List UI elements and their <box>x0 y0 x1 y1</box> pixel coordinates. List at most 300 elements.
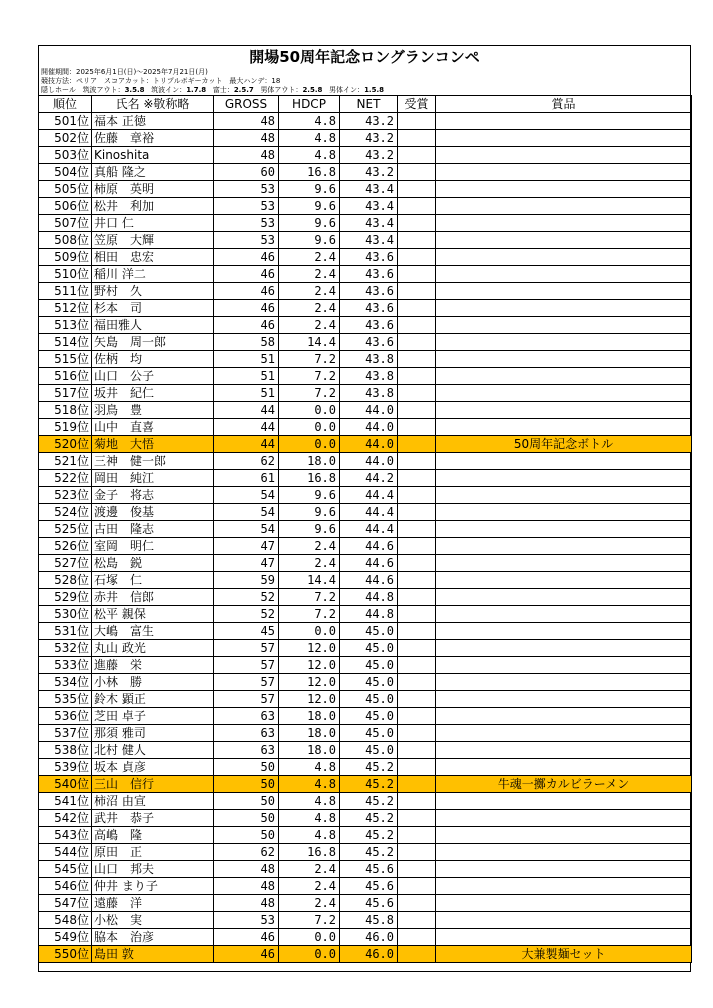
row-hdcp: 4.8 <box>279 759 340 776</box>
hidden-hole-course-value: 3.5.8 <box>124 86 145 94</box>
row-award <box>398 300 436 317</box>
row-name: 坂本 貞彦 <box>92 759 214 776</box>
row-award <box>398 759 436 776</box>
row-net: 43.6 <box>340 249 398 266</box>
row-award <box>398 946 436 963</box>
hidden-hole-course-value: 1.5.8 <box>364 86 384 94</box>
row-hdcp: 4.8 <box>279 113 340 130</box>
table-row <box>39 589 692 606</box>
row-award <box>398 419 436 436</box>
row-gross: 48 <box>214 878 279 895</box>
row-award <box>398 368 436 385</box>
table-row <box>39 317 692 334</box>
row-gross: 53 <box>214 232 279 249</box>
row-name: 井口 仁 <box>92 215 214 232</box>
row-hdcp: 18.0 <box>279 708 340 725</box>
row-net: 43.4 <box>340 232 398 249</box>
row-hdcp: 12.0 <box>279 657 340 674</box>
row-award <box>398 606 436 623</box>
row-hdcp: 9.6 <box>279 504 340 521</box>
row-net: 43.6 <box>340 334 398 351</box>
row-net: 45.0 <box>340 742 398 759</box>
row-net: 45.2 <box>340 844 398 861</box>
row-prize <box>436 300 692 317</box>
row-net: 45.6 <box>340 878 398 895</box>
row-rank: 521位 <box>39 453 92 470</box>
row-gross: 48 <box>214 147 279 164</box>
row-prize <box>436 402 692 419</box>
row-name: 真船 隆之 <box>92 164 214 181</box>
row-prize <box>436 164 692 181</box>
table-row <box>39 912 692 929</box>
table-row <box>39 708 692 725</box>
row-name: 小林 勝 <box>92 674 214 691</box>
row-gross: 53 <box>214 198 279 215</box>
row-rank: 545位 <box>39 861 92 878</box>
hidden-hole-course-value: 1.7.8 <box>186 86 207 94</box>
row-prize <box>436 419 692 436</box>
row-prize <box>436 521 692 538</box>
row-hdcp: 9.6 <box>279 215 340 232</box>
row-rank: 549位 <box>39 929 92 946</box>
row-rank: 547位 <box>39 895 92 912</box>
row-rank: 530位 <box>39 606 92 623</box>
row-prize <box>436 283 692 300</box>
row-hdcp: 0.0 <box>279 623 340 640</box>
row-rank: 511位 <box>39 283 92 300</box>
row-gross: 52 <box>214 589 279 606</box>
row-gross: 54 <box>214 487 279 504</box>
results-table <box>38 95 692 963</box>
row-gross: 44 <box>214 402 279 419</box>
row-prize <box>436 232 692 249</box>
row-name: 北村 健人 <box>92 742 214 759</box>
row-rank: 548位 <box>39 912 92 929</box>
row-rank: 540位 <box>39 776 92 793</box>
row-net: 45.2 <box>340 776 398 793</box>
row-name: Kinoshita <box>92 147 214 164</box>
table-row <box>39 130 692 147</box>
row-award <box>398 793 436 810</box>
row-rank: 532位 <box>39 640 92 657</box>
row-name: 山口 邦夫 <box>92 861 214 878</box>
row-gross: 46 <box>214 283 279 300</box>
row-net: 43.8 <box>340 351 398 368</box>
table-row <box>39 555 692 572</box>
row-net: 44.0 <box>340 453 398 470</box>
row-gross: 59 <box>214 572 279 589</box>
table-row <box>39 232 692 249</box>
row-name: 稲川 洋二 <box>92 266 214 283</box>
row-name: 羽鳥 豊 <box>92 402 214 419</box>
table-row <box>39 487 692 504</box>
row-rank: 504位 <box>39 164 92 181</box>
table-row <box>39 385 692 402</box>
row-hdcp: 0.0 <box>279 946 340 963</box>
row-award <box>398 453 436 470</box>
row-net: 43.2 <box>340 164 398 181</box>
row-prize <box>436 606 692 623</box>
row-net: 44.0 <box>340 402 398 419</box>
row-prize <box>436 453 692 470</box>
competition-rules: 競技方法：ペリア スコアカット：トリプルボギーカット 最大ハンデ：18 <box>41 77 281 85</box>
row-hdcp: 7.2 <box>279 351 340 368</box>
row-prize <box>436 691 692 708</box>
row-gross: 50 <box>214 810 279 827</box>
row-prize <box>436 640 692 657</box>
row-gross: 63 <box>214 708 279 725</box>
table-row <box>39 334 692 351</box>
table-row <box>39 640 692 657</box>
row-net: 44.8 <box>340 589 398 606</box>
table-row <box>39 164 692 181</box>
row-gross: 46 <box>214 249 279 266</box>
row-hdcp: 2.4 <box>279 878 340 895</box>
row-net: 44.6 <box>340 538 398 555</box>
row-prize <box>436 674 692 691</box>
row-net: 45.2 <box>340 810 398 827</box>
row-prize <box>436 912 692 929</box>
row-prize <box>436 725 692 742</box>
row-net: 44.0 <box>340 436 398 453</box>
row-rank: 526位 <box>39 538 92 555</box>
row-name: 相田 忠宏 <box>92 249 214 266</box>
row-award <box>398 283 436 300</box>
row-award <box>398 912 436 929</box>
row-hdcp: 16.8 <box>279 164 340 181</box>
row-name: 丸山 政光 <box>92 640 214 657</box>
row-net: 45.0 <box>340 725 398 742</box>
table-row <box>39 368 692 385</box>
row-name: 鈴木 顕正 <box>92 691 214 708</box>
row-net: 45.2 <box>340 793 398 810</box>
hidden-hole-course-label: 筑波イン： <box>151 86 187 94</box>
row-prize: 牛魂一擲カルビラーメン <box>436 776 692 793</box>
row-rank: 519位 <box>39 419 92 436</box>
row-net: 45.6 <box>340 861 398 878</box>
row-net: 43.6 <box>340 300 398 317</box>
row-net: 45.2 <box>340 827 398 844</box>
hidden-hole-course-value: 2.5.8 <box>302 86 323 94</box>
row-name: 松島 鋭 <box>92 555 214 572</box>
row-rank: 515位 <box>39 351 92 368</box>
row-rank: 527位 <box>39 555 92 572</box>
row-prize <box>436 810 692 827</box>
row-rank: 528位 <box>39 572 92 589</box>
row-hdcp: 2.4 <box>279 317 340 334</box>
row-award <box>398 861 436 878</box>
row-award <box>398 555 436 572</box>
row-award <box>398 827 436 844</box>
row-gross: 53 <box>214 215 279 232</box>
row-rank: 517位 <box>39 385 92 402</box>
row-net: 43.4 <box>340 198 398 215</box>
table-row <box>39 453 692 470</box>
row-hdcp: 2.4 <box>279 249 340 266</box>
row-name: 渡邊 俊基 <box>92 504 214 521</box>
row-hdcp: 0.0 <box>279 436 340 453</box>
row-prize <box>436 215 692 232</box>
row-hdcp: 9.6 <box>279 521 340 538</box>
row-prize <box>436 572 692 589</box>
row-prize <box>436 368 692 385</box>
row-net: 45.0 <box>340 691 398 708</box>
row-net: 44.4 <box>340 504 398 521</box>
row-name: 福田雅人 <box>92 317 214 334</box>
row-gross: 53 <box>214 912 279 929</box>
row-prize <box>436 861 692 878</box>
row-award <box>398 878 436 895</box>
row-hdcp: 4.8 <box>279 810 340 827</box>
row-gross: 46 <box>214 946 279 963</box>
table-row <box>39 521 692 538</box>
row-net: 45.0 <box>340 674 398 691</box>
row-award <box>398 691 436 708</box>
hidden-hole-course-label: 筑波アウト： <box>82 86 125 94</box>
row-net: 45.0 <box>340 657 398 674</box>
table-row <box>39 538 692 555</box>
row-award <box>398 198 436 215</box>
row-hdcp: 7.2 <box>279 385 340 402</box>
table-row <box>39 470 692 487</box>
table-row <box>39 351 692 368</box>
row-award <box>398 538 436 555</box>
row-net: 43.6 <box>340 283 398 300</box>
row-award <box>398 929 436 946</box>
row-rank: 541位 <box>39 793 92 810</box>
row-rank: 501位 <box>39 113 92 130</box>
row-hdcp: 4.8 <box>279 147 340 164</box>
row-award <box>398 521 436 538</box>
row-rank: 506位 <box>39 198 92 215</box>
row-award <box>398 776 436 793</box>
row-name: 矢島 周一郎 <box>92 334 214 351</box>
row-gross: 46 <box>214 929 279 946</box>
row-gross: 45 <box>214 623 279 640</box>
row-gross: 57 <box>214 674 279 691</box>
row-prize <box>436 589 692 606</box>
row-rank: 538位 <box>39 742 92 759</box>
row-name: 笠原 大輝 <box>92 232 214 249</box>
row-hdcp: 4.8 <box>279 793 340 810</box>
row-award <box>398 657 436 674</box>
row-gross: 58 <box>214 334 279 351</box>
row-prize <box>436 130 692 147</box>
row-award <box>398 249 436 266</box>
row-rank: 535位 <box>39 691 92 708</box>
table-row <box>39 266 692 283</box>
row-hdcp: 4.8 <box>279 776 340 793</box>
row-prize <box>436 504 692 521</box>
row-prize <box>436 351 692 368</box>
table-row <box>39 844 692 861</box>
row-award <box>398 351 436 368</box>
row-award <box>398 674 436 691</box>
row-name: 遠藤 洋 <box>92 895 214 912</box>
row-rank: 533位 <box>39 657 92 674</box>
row-name: 室岡 明仁 <box>92 538 214 555</box>
page-title: 開場50周年記念ロングランコンペ <box>249 48 480 66</box>
row-prize <box>436 759 692 776</box>
row-hdcp: 7.2 <box>279 368 340 385</box>
row-rank: 542位 <box>39 810 92 827</box>
table-row <box>39 929 692 946</box>
row-hdcp: 2.4 <box>279 861 340 878</box>
row-name: 大嶋 富生 <box>92 623 214 640</box>
row-name: 福本 正徳 <box>92 113 214 130</box>
row-hdcp: 18.0 <box>279 453 340 470</box>
row-prize <box>436 249 692 266</box>
row-gross: 47 <box>214 555 279 572</box>
row-name: 野村 久 <box>92 283 214 300</box>
header-award: 受賞 <box>398 96 436 113</box>
row-rank: 524位 <box>39 504 92 521</box>
row-rank: 544位 <box>39 844 92 861</box>
row-award <box>398 725 436 742</box>
row-net: 43.6 <box>340 266 398 283</box>
row-net: 44.8 <box>340 606 398 623</box>
row-rank: 510位 <box>39 266 92 283</box>
header-rank: 順位 <box>39 96 92 113</box>
row-name: 杉本 司 <box>92 300 214 317</box>
row-name: 進藤 栄 <box>92 657 214 674</box>
row-prize <box>436 487 692 504</box>
header-net: NET <box>340 96 398 113</box>
row-name: 金子 将志 <box>92 487 214 504</box>
row-award <box>398 113 436 130</box>
row-hdcp: 7.2 <box>279 606 340 623</box>
row-hdcp: 14.4 <box>279 334 340 351</box>
row-gross: 52 <box>214 606 279 623</box>
row-award <box>398 487 436 504</box>
table-row <box>39 419 692 436</box>
row-prize <box>436 895 692 912</box>
row-rank: 520位 <box>39 436 92 453</box>
row-name: 山中 直喜 <box>92 419 214 436</box>
row-name: 松平 親保 <box>92 606 214 623</box>
row-net: 43.4 <box>340 181 398 198</box>
row-prize <box>436 385 692 402</box>
row-name: 菊地 大悟 <box>92 436 214 453</box>
row-hdcp: 14.4 <box>279 572 340 589</box>
row-hdcp: 9.6 <box>279 198 340 215</box>
row-gross: 50 <box>214 759 279 776</box>
row-prize <box>436 181 692 198</box>
row-net: 43.4 <box>340 215 398 232</box>
row-hdcp: 12.0 <box>279 640 340 657</box>
row-prize <box>436 198 692 215</box>
table-row <box>39 895 692 912</box>
row-award <box>398 589 436 606</box>
prize-winner-row <box>39 776 692 793</box>
row-name: 佐柄 均 <box>92 351 214 368</box>
row-name: 柿原 英明 <box>92 181 214 198</box>
row-rank: 537位 <box>39 725 92 742</box>
row-net: 43.2 <box>340 113 398 130</box>
table-row <box>39 674 692 691</box>
row-prize <box>436 742 692 759</box>
row-rank: 546位 <box>39 878 92 895</box>
row-name: 山口 公子 <box>92 368 214 385</box>
row-net: 45.8 <box>340 912 398 929</box>
row-award <box>398 402 436 419</box>
prize-winner-row <box>39 946 692 963</box>
row-gross: 46 <box>214 300 279 317</box>
row-name: 柿沼 由宣 <box>92 793 214 810</box>
row-rank: 523位 <box>39 487 92 504</box>
row-rank: 543位 <box>39 827 92 844</box>
row-net: 44.2 <box>340 470 398 487</box>
table-row <box>39 742 692 759</box>
row-award <box>398 147 436 164</box>
row-award <box>398 232 436 249</box>
row-prize <box>436 708 692 725</box>
results-body <box>39 113 692 963</box>
row-name: 武井 恭子 <box>92 810 214 827</box>
row-net: 43.8 <box>340 385 398 402</box>
row-rank: 503位 <box>39 147 92 164</box>
row-name: 赤井 信郎 <box>92 589 214 606</box>
row-gross: 54 <box>214 521 279 538</box>
row-hdcp: 4.8 <box>279 130 340 147</box>
row-rank: 513位 <box>39 317 92 334</box>
row-award <box>398 470 436 487</box>
row-net: 44.4 <box>340 521 398 538</box>
table-row <box>39 283 692 300</box>
row-prize <box>436 334 692 351</box>
row-gross: 51 <box>214 351 279 368</box>
table-row <box>39 861 692 878</box>
header-hdcp: HDCP <box>279 96 340 113</box>
table-row <box>39 198 692 215</box>
row-prize <box>436 538 692 555</box>
row-award <box>398 385 436 402</box>
row-gross: 57 <box>214 657 279 674</box>
row-rank: 516位 <box>39 368 92 385</box>
row-prize <box>436 623 692 640</box>
event-period: 開催期間：2025年6月1日(日)～2025年7月21日(月) <box>41 68 208 76</box>
row-gross: 57 <box>214 691 279 708</box>
table-row <box>39 300 692 317</box>
hidden-hole-course-label: 男体アウト： <box>260 86 303 94</box>
table-row <box>39 249 692 266</box>
row-gross: 50 <box>214 827 279 844</box>
row-hdcp: 0.0 <box>279 419 340 436</box>
row-net: 45.0 <box>340 640 398 657</box>
table-row <box>39 691 692 708</box>
table-row <box>39 793 692 810</box>
row-rank: 529位 <box>39 589 92 606</box>
row-prize <box>436 470 692 487</box>
row-rank: 550位 <box>39 946 92 963</box>
table-row <box>39 623 692 640</box>
row-award <box>398 317 436 334</box>
row-award <box>398 623 436 640</box>
row-hdcp: 18.0 <box>279 725 340 742</box>
header-prize: 賞品 <box>436 96 692 113</box>
row-award <box>398 164 436 181</box>
row-gross: 46 <box>214 317 279 334</box>
row-rank: 502位 <box>39 130 92 147</box>
table-row <box>39 725 692 742</box>
hidden-hole-course-value: 2.5.7 <box>233 86 254 94</box>
row-net: 43.2 <box>340 130 398 147</box>
table-row <box>39 147 692 164</box>
row-award <box>398 181 436 198</box>
header-gross: GROSS <box>214 96 279 113</box>
row-award <box>398 572 436 589</box>
row-hdcp: 16.8 <box>279 470 340 487</box>
